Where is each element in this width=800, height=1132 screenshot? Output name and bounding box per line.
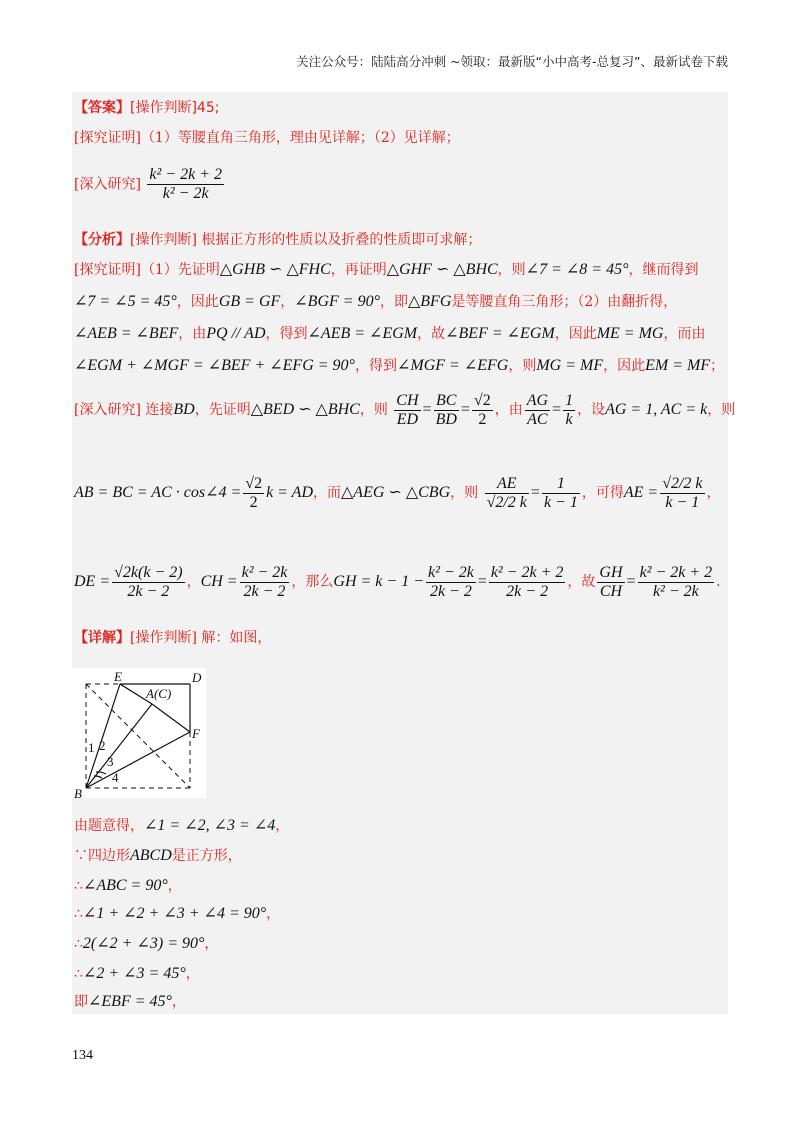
page-number: 134: [72, 1048, 93, 1063]
text: ∴: [74, 966, 83, 982]
text: ，由: [494, 402, 523, 418]
math: EM = MF: [645, 357, 711, 374]
label-D: D: [192, 670, 202, 685]
text: ，: [280, 294, 295, 310]
fraction-denominator: 2k − 2: [127, 582, 170, 600]
text: ，则: [359, 402, 388, 418]
label-angle-3: 3: [107, 754, 114, 769]
fraction-denominator: k: [565, 410, 573, 428]
answer-explore-line: [74, 128, 460, 148]
detail-step-2: [74, 846, 242, 866]
fraction-denominator: 2: [249, 493, 258, 511]
math: AE =: [623, 484, 659, 501]
detail-op-tag: [操作判断]: [130, 630, 197, 646]
answer-explore-text: （1）等腰直角三角形，理由见详解；（2）见详解；: [140, 130, 460, 146]
fraction-numerator: AG: [526, 391, 549, 409]
math: ∠BGF = 90°: [294, 293, 380, 310]
text: （1）先证明: [140, 262, 220, 278]
explore-tag: [探究证明]: [74, 262, 141, 278]
fraction: [563, 392, 575, 429]
analysis-op-tag: [操作判断]: [130, 232, 197, 248]
fraction-denominator: BD: [435, 410, 457, 428]
text: ，即: [379, 294, 408, 310]
math: ∠7 = ∠8 = 45°: [525, 261, 629, 278]
math: △BED ∽ △BHC: [250, 401, 360, 418]
fraction-numerator: 1: [542, 475, 580, 494]
fraction: [240, 564, 290, 601]
text: ，而: [313, 485, 341, 501]
detail-step-7: [74, 992, 186, 1012]
text: ，而由: [663, 326, 706, 342]
math: DE =: [74, 573, 111, 590]
fraction: [542, 475, 580, 512]
math: ∠ABC = 90°: [82, 877, 168, 894]
fraction: [489, 564, 566, 601]
square-fold-diagram: [72, 668, 206, 798]
analysis-line-4: [74, 356, 724, 376]
detail-step-3: [74, 876, 182, 896]
math: ∠7 = ∠5 = 45°: [74, 293, 177, 310]
answer-explore-tag: [探究证明]: [74, 130, 141, 146]
math: CH =: [200, 573, 238, 590]
math: PQ // AD: [206, 325, 266, 342]
analysis-line-5: [深入研究] 连接BD，先证明△BED ∽ △BHC，则 $\frac{CH}{ED}$ = $\frac{BC}{BD}$ = $\frac{√2}{2}$ ，由 $\frac{AG}{AC}$ = $\frac{1}{k}$ ，设AG = 1, AC = k，则: [74, 391, 736, 428]
analysis-tag: 【分析】: [74, 232, 130, 248]
fraction-denominator: AC: [527, 410, 548, 428]
fraction: [112, 564, 184, 601]
math: GH = k − 1 −: [333, 573, 424, 590]
text: ，: [204, 936, 219, 952]
label-angle-2: 2: [99, 738, 106, 753]
text: ，: [186, 574, 201, 590]
math: △BFG: [407, 293, 452, 310]
answer-deep-line: [74, 166, 226, 203]
math: ∠1 + ∠2 + ∠3 + ∠4 = 90°: [82, 905, 267, 922]
text: ，可得: [581, 485, 624, 501]
analysis-line-1: [74, 260, 698, 280]
fraction-denominator: √2/2 k: [486, 493, 527, 511]
text: ，: [185, 966, 200, 982]
text: ，得到: [354, 358, 397, 374]
fraction-denominator: 2k − 2: [429, 582, 472, 600]
fraction-numerator: k² − 2k: [241, 563, 288, 581]
text: ，继而得到: [628, 262, 699, 278]
fraction: [525, 392, 550, 429]
text: ∴: [74, 878, 83, 894]
text: ，: [266, 906, 281, 922]
text: ，因此: [603, 358, 646, 374]
fraction-numerator: √2/2 k: [662, 474, 703, 492]
text: ，: [706, 485, 721, 501]
analysis-line-7: DE = $\frac{√2k(k - 2)}{2k - 2}$ ，CH = $\frac{\text{k² − 2k}}{2k - 2}$ ，那么GH = k − 1 − $\frac{\text{k² − 2k}}{2k - 2}$ = $\frac{\text{k² − 2k + 2}}{2k - 2}$ ，故 $\frac{GH}{CH}$ = $\frac{\text{k² − 2k + 2}}{\text{k² − 2k}}$ .: [74, 563, 721, 600]
solution-panel: [72, 92, 736, 1014]
fraction: [597, 564, 624, 601]
fraction: [660, 475, 704, 512]
text: 是正方形，: [171, 848, 242, 864]
math: GB = GF: [218, 293, 281, 310]
math: AG = 1, AC = k: [605, 401, 708, 418]
text: ，设: [577, 402, 606, 418]
text: ，则: [707, 402, 736, 418]
text: ，因此: [176, 294, 219, 310]
math: △AEG ∽ △CBG: [341, 484, 451, 501]
fraction: [426, 564, 476, 601]
text: .: [716, 574, 721, 590]
label-angle-4: 4: [112, 770, 119, 785]
math: △GHF ∽ △BHC: [386, 261, 498, 278]
detail-step-5: [74, 934, 218, 954]
text: ∵四边形: [74, 848, 130, 864]
fraction-denominator: k − 1: [543, 493, 578, 511]
analysis-op-text: 根据正方形的性质以及折叠的性质即可求解；: [201, 232, 482, 248]
math: ∠2 + ∠3 = 45°: [82, 965, 186, 982]
fraction-numerator: √2: [245, 474, 263, 492]
detail-op-text: 解：如图，: [201, 630, 272, 646]
text: ，则: [450, 485, 479, 501]
fraction: [394, 392, 420, 429]
text: ，先证明: [194, 402, 251, 418]
detail-step-4: [74, 904, 280, 924]
geometry-figure: [72, 668, 206, 798]
text: ∴: [74, 906, 83, 922]
label-angle-1: 1: [88, 740, 95, 755]
text: ，得到: [265, 326, 308, 342]
fraction: [472, 392, 493, 429]
answer-line: [74, 98, 219, 118]
label-B: B: [74, 786, 82, 798]
text: 连接: [145, 402, 174, 418]
answer-deep-fraction: [147, 166, 224, 203]
segment-AF: [152, 704, 190, 732]
text: ，故: [567, 574, 596, 590]
text: ，再证明: [330, 262, 387, 278]
text: ，故: [417, 326, 446, 342]
fraction-numerator: k² − 2k + 2: [149, 166, 222, 183]
fraction-denominator: 2k − 2: [506, 582, 549, 600]
text: ，: [171, 994, 186, 1010]
label-F: F: [192, 726, 200, 741]
math: ∠AEB = ∠EGM: [307, 325, 418, 342]
fraction: [638, 564, 715, 601]
text: ，: [167, 878, 182, 894]
detail-step-6: [74, 964, 200, 984]
text: ；: [710, 358, 725, 374]
math: MG = MF: [536, 357, 604, 374]
text: ，由: [178, 326, 207, 342]
fraction: [243, 475, 264, 512]
math: ∠1 = ∠2, ∠3 = ∠4: [144, 817, 276, 834]
text: ，: [275, 818, 290, 834]
text: ，因此: [554, 326, 597, 342]
answer-op: [操作判断]45;: [130, 100, 220, 116]
math: 2(∠2 + ∠3) = 90°: [82, 935, 205, 952]
detail-tag: 【详解】: [74, 630, 130, 646]
label-E: E: [114, 669, 122, 684]
page-header: 关注公众号：陆陆高分冲刺 ~领取：最新版“小中高考-总复习”、最新试卷下载: [296, 54, 728, 69]
math: AB = BC = AC · cos∠4 =: [74, 484, 242, 501]
text: ，则: [497, 262, 526, 278]
text: ∴: [74, 936, 83, 952]
analysis-line-6: AB = BC = AC · cos∠4 = $\frac{√2}{2}$ k = AD，而△AEG ∽ △CBG，则 $\frac{AE}{√2/2 k}$ = $\frac{1}{k - 1}$ ，可得AE = $\frac{√2/2 k}{k - 1}$ ，: [74, 474, 721, 511]
fraction-denominator: k² − 2k: [162, 185, 209, 202]
text: 由题意得，: [74, 818, 144, 834]
text: 即: [74, 994, 88, 1010]
fraction-numerator: BC: [434, 392, 459, 411]
answer-deep-tag: [深入研究]: [74, 176, 141, 193]
analysis-line: [74, 230, 481, 250]
fraction-numerator: √2k(k − 2): [114, 563, 183, 581]
fraction: [485, 475, 529, 512]
math: △GHB ∽ △FHC: [219, 261, 331, 278]
analysis-line-2: [74, 292, 677, 312]
deep-tag: [深入研究]: [74, 402, 141, 418]
math: k = AD: [266, 484, 313, 501]
fraction-denominator: k − 1: [665, 493, 700, 511]
text: ，那么: [291, 574, 334, 590]
text: 是等腰直角三角形；（2）由翻折得，: [451, 294, 678, 310]
fraction-numerator: k² − 2k: [428, 563, 474, 581]
fraction-numerator: √2: [473, 391, 491, 409]
fraction-numerator: k² − 2k + 2: [490, 563, 564, 581]
fraction-numerator: CH: [396, 391, 419, 409]
math: ME = MG: [596, 325, 664, 342]
math: ∠EBF = 45°: [88, 993, 172, 1010]
fraction-numerator: AE: [485, 475, 529, 494]
answer-tag: 【答案】: [74, 100, 130, 116]
text: ，则: [508, 358, 537, 374]
math: ∠EGM + ∠MGF = ∠BEF + ∠EFG = 90°: [74, 357, 355, 374]
fraction-denominator: k² − 2k: [652, 582, 699, 600]
fraction-numerator: 1: [565, 391, 574, 409]
fraction-denominator: 2k − 2: [243, 582, 286, 600]
fraction-denominator: ED: [396, 410, 419, 428]
fraction-numerator: k² − 2k + 2: [639, 563, 713, 581]
math: ∠BEF = ∠EGM: [445, 325, 555, 342]
fraction-denominator: CH: [599, 582, 623, 600]
math: BD: [173, 401, 195, 418]
math: ∠AEB = ∠BEF: [74, 325, 179, 342]
fraction-numerator: GH: [599, 563, 623, 581]
fraction: [434, 392, 459, 429]
label-AC: A(C): [146, 686, 172, 701]
math: ABCD: [130, 847, 172, 864]
fraction-denominator: 2: [478, 410, 487, 428]
analysis-line-3: [74, 324, 705, 344]
detail-step-1: [74, 816, 289, 836]
math: ∠MGF = ∠EFG: [396, 357, 509, 374]
detail-line: [74, 628, 271, 648]
